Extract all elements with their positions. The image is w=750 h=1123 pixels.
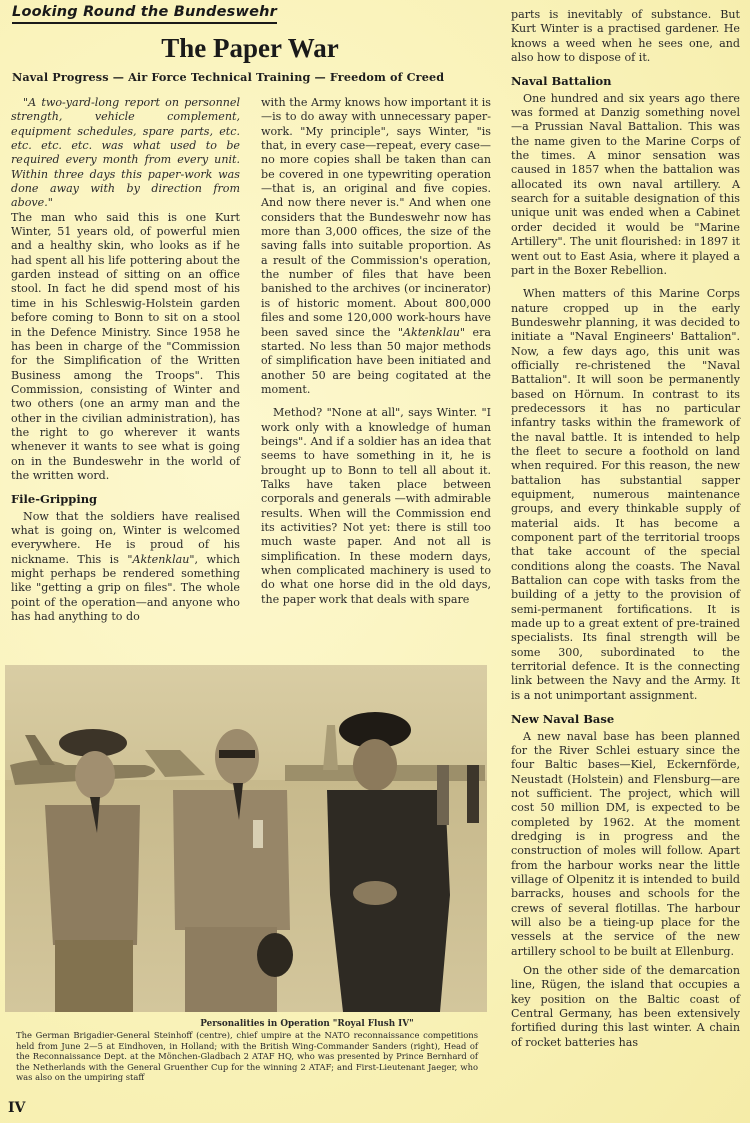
paragraph: When matters of this Marine Corps nature cropped up in the early Bundeswehr planning, it was decided to initiate a "Naval Engineers' Battalion". Now, a few days ago, this unit was officially re-christened the "Naval Battalion". It will soon be permanently based on Hörnum. In contrast to its predecessors it has no particular infantry tasks within the framework of the naval battle. It is intended to help the fleet to secure a foothold on land when required. For this reason, the new battalion has substantial sapper equipment, numerous maintenance groups, and every thinkable supply of material aids. It has become a component part of the territorial troops that take account of the special conditions along the coasts. The Naval Battalion can cope with tasks from the building of a jetty to the provision of semi-permanent fortifications. It is made up to a great extent of pre-trained specialists. Its final strength will be some 300, subordinated to the territorial defence. It is the connecting link between the Navy and the Army. It is a not unimportant assignment. — [511, 287, 740, 702]
emphasis: "Aktenklau" — [397, 325, 466, 339]
subheading-naval-battalion: Naval Battalion — [511, 74, 612, 89]
paragraph: Method? "None at all", says Winter. "I work only with a knowledge of human beings". And if a soldier has an idea that seems to have something in it, he is brought up to Bonn to tell all about it. Talks have taken place between corporals and generals —with admirable results. When will the Commission end its activities? Not yet: there is still too much waste paper. And not all is simplification. In these modern days, when complicated machinery is used to do what one horse did in the old days, the paper work that deals with spare — [261, 406, 491, 606]
paragraph: Now that the soldiers have realised what is going on, Winter is welcomed everywhere. He is proud of his nickname. This is "Aktenklau", which might perhaps be rendered something like "getting a grip on files". The whole point of the operation—and anyone who has had anything to do — [11, 509, 240, 624]
paragraph: A new naval base has been planned for the River Schlei estuary since the four Baltic bases—Kiel, Eckernförde, Neustadt (Holstein) and Flensburg—are not sufficient. The project, which will cost 50 million DM, is expected to be completed by 1962. At the moment dredging is in progress and the construction of moles will follow. Apart from the harbour works near the little village of Olpenitz it is intended to build barracks, houses and schools for the crews of several flotillas. The harbour will also be a tieing-up place for the vessels at the service of the new artillery school to be built at Ellenburg. — [511, 729, 740, 958]
section-heading: Looking Round the Bundeswehr — [12, 4, 277, 24]
officers-photo — [5, 665, 487, 1012]
paragraph: parts is inevitably of substance. But Kurt Winter is a practised gardener. He knows a weed when he sees one, and also how to dispose of it. — [511, 8, 740, 65]
caption-title: Personalities in Operation "Royal Flush IV" — [200, 1019, 414, 1029]
column-1 — [11, 96, 240, 624]
paragraph: The man who said this is one Kurt Winter, 51 years old, of powerful mien and a healthy skin, who looks as if he had spent all his life pottering about the garden instead of sitting on an office stool. In fact he did spend most of his time in his Schleswig-Holstein garden before coming to Bonn to sit on a stool in the Defence Ministry. Since 1958 he has been in charge of the "Commission for the Simplification of the Written Business among the Troops". This Commission, consisting of Winter and two others (one an army man and the other in the civilian administration), has the right to go wherever it wants whenever it wants to see what is going on in the Bundeswehr in the world of the written word. — [11, 210, 240, 482]
photo-illustration — [5, 665, 487, 1012]
subheading-file-gripping: File-Gripping — [11, 492, 98, 507]
column-3 — [511, 8, 740, 1050]
page-number: IV — [8, 1100, 26, 1116]
emphasis: "Aktenklau" — [127, 552, 195, 566]
article-subtitle: Naval Progress — Air Force Technical Training — Freedom of Creed — [12, 70, 445, 84]
subheading-new-naval-base: New Naval Base — [511, 712, 615, 727]
paragraph: One hundred and six years ago there was formed at Danzig something novel—a Prussian Naval Battalion. This was the name given to the Marine Corps of the times. A minor sensation was caused in 1857 when the battalion was allocated its own naval artillery. A search for a suitable designation of this unique unit was ended when a Cabinet order decided it would be "Marine Artillery". The unit flourished: in 1897 it went out to East Asia, where it played a part in the Boxer Rebellion. — [511, 91, 740, 277]
paragraph: On the other side of the demarcation line, Rügen, the island that occupies a key position on the Baltic coast of Central Germany, has been extensively fortified during this last winter. A chain of rocket batteries has — [511, 964, 740, 1049]
caption-text: The German Brigadier-General Steinhoff (centre), chief umpire at the NATO reconnaissance competitions held from June 2—5 at Eindhoven, in Holland; with the British Wing-Commander Sanders (right), Head of the Reconnaissance Dept. at the Mönchen-Gladbach 2 ATAF HQ, who was presented by Prince Bernhard of the Netherlands with the General Gruenther Cup for the winning 2 ATAF; and First-Lieutenant Jaeger, who was also on the umpiring staff — [16, 1030, 478, 1083]
photo-caption — [16, 1019, 478, 1082]
article-title: The Paper War — [161, 33, 339, 63]
paragraph: with the Army knows how important it is—is to do away with unnecessary paper-work. "My principle", says Winter, "is that, in every case—repeat, every case—no more copies shall be taken than can be covered in one typewriting operation—that is, an original and five copies. And now there never is." And when one considers that the Bundeswehr now has more than 3,000 offices, the size of the saving falls into suitable proportion. As a result of the Commission's operation, the number of files that have been banished to the archives (or incinerator) is of historic moment. About 800,000 files and some 120,000 work-hours have been saved since the "Aktenklau" era started. No less than 50 major methods of simplification have been initiated and another 50 are being cogitated at the moment. — [261, 96, 491, 396]
lead-quote: "A two-yard-long report on personnel strength, vehicle complement, equipment schedules, spare parts, etc. etc. etc. etc. was what used to be required every month from every unit. Within three days this paper-work was done away with by direction from above." — [11, 96, 240, 210]
column-2 — [261, 96, 491, 607]
